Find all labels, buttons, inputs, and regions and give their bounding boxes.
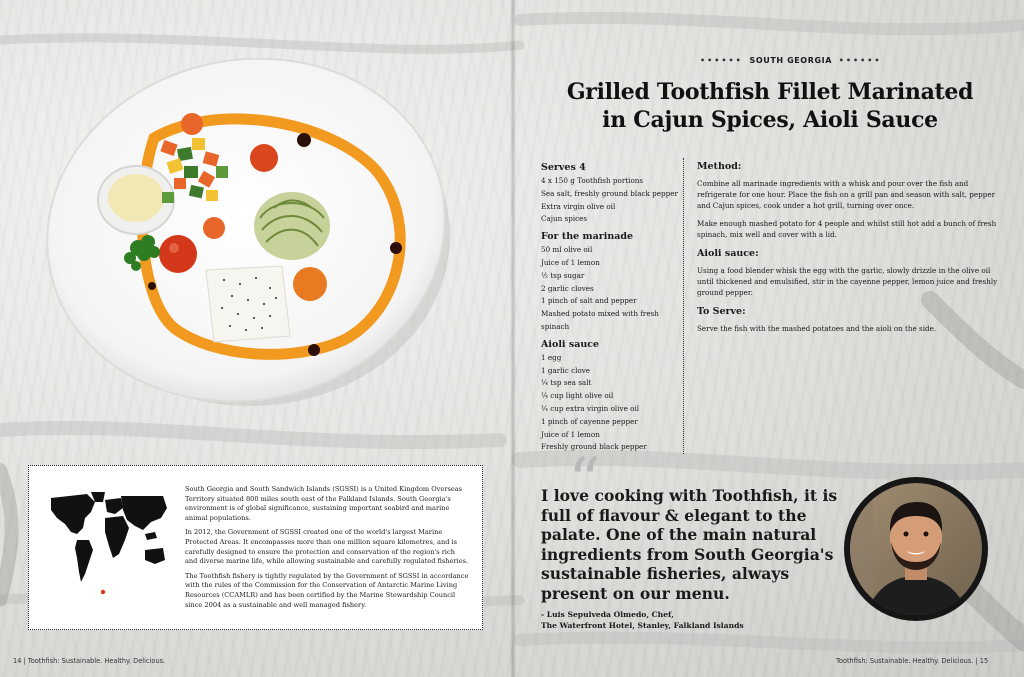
region-dots-right: ••••••: [838, 56, 882, 65]
info-paragraph: South Georgia and South Sandwich Islands (SGSSI) is a United Kingdom Overseas Territory situated 800 miles south east of the Falkland Islands. South Georgia's environment is of global significance, sustaining important seabird and marine animal populations.: [185, 485, 463, 522]
ingredient-item: Juice of 1 lemon: [541, 429, 600, 439]
ingredient-item: 1 egg: [541, 352, 562, 362]
dish-plate-image: [44, 58, 452, 410]
ingredient-item: 1 pinch of salt and pepper: [541, 296, 637, 306]
info-paragraph: In 2012, the Government of SGSSI created one of the world's largest Marine Protected Areas. It encompasses more than one million square kilometres, and is carefully designed to ensure the protection and conservation of the region's rich and diverse marine life, while allowing sustainable and carefully regulated fisheries.: [185, 528, 469, 566]
region-label: [700, 56, 881, 65]
ingredient-item: spinach: [541, 321, 570, 331]
serve-text: Serve the fish with the mashed potatoes and the aioli on the side.: [697, 324, 937, 333]
marinade-heading: For the marinade: [541, 231, 634, 243]
ingredient-item: 1 garlic clove: [541, 365, 591, 375]
region-dots-left: ••••••: [700, 56, 743, 65]
serve-heading: To Serve:: [697, 306, 746, 317]
ingredient-item: ½ tsp sugar: [541, 270, 585, 280]
sgssi-info-box: [28, 465, 483, 630]
chef-portrait: [843, 476, 989, 622]
method-paragraph: Make enough mashed potato for 4 people and whilst still hot add a bunch of fresh spinach, mix well and cover with a lid.: [697, 219, 997, 239]
ingredient-item: Freshly ground black pepper: [541, 442, 647, 452]
info-paragraph: The Toothfish fishery is tightly regulated by the Government of SGSSI in accordance with the rules of the Commission for the Conservation of Antarctic Marine Living Resources (CCAMLR) and has been certified by the Marine Stewardship Council since 2004 as a sustainable and well managed fishery.: [185, 571, 469, 609]
ingredient-item: ¼ cup extra virgin olive oil: [541, 403, 640, 413]
footer-right: Toothfish: Sustainable. Healthy. Delicious. | 15: [836, 657, 989, 665]
ingredient-item: ¼ tsp sea salt: [541, 378, 592, 388]
aioli-method-heading: Aioli sauce:: [697, 248, 759, 259]
ingredient-item: 2 garlic cloves: [541, 283, 594, 293]
ingredient-item: 50 ml olive oil: [541, 245, 593, 255]
ingredient-item: Juice of 1 lemon: [541, 257, 600, 267]
method-column: [697, 160, 1002, 341]
chef-quote: I love cooking with Toothfish, it is full of flavour & elegant to the palate. One of the main natural ingredients from South Georgia's sustainable fisheries, always present on our menu.: [541, 486, 838, 603]
method-paragraph: Combine all marinade ingredients with a whisk and pour over the fish and refrigerate for one hour. Place the fish on a grill pan and season with salt, pepper and Cajun spices, cook under a hot grill, turning over once.: [697, 179, 996, 210]
world-map-image: [47, 488, 171, 612]
ingredient-item: Mashed potato mixed with fresh: [541, 309, 659, 319]
ingredient-item: Extra virgin olive oil: [541, 201, 616, 211]
ingredient-item: 4 x 150 g Toothfish portions: [541, 176, 644, 185]
aioli-method-text: Using a food blender whisk the egg with the garlic, slowly drizzle in the olive oil until thickened and emulsified, stir in the cayenne pepper, lemon juice and freshly ground pepper.: [697, 266, 998, 297]
quote-mark: “: [568, 445, 601, 519]
aioli-ingredients-heading: Aioli sauce: [541, 338, 600, 350]
recipe-title: [560, 78, 980, 134]
ingredient-item: Sea salt, freshly ground black pepper: [541, 188, 678, 198]
recipe-title-line2: in Cajun Spices, Aioli Sauce: [602, 107, 938, 133]
page-gutter: [510, 0, 516, 677]
footer-left: 14 | Toothfish: Sustainable. Healthy. Delicious.: [13, 657, 166, 665]
method-heading: Method:: [697, 161, 742, 172]
info-text: [185, 485, 469, 615]
map-location-marker: [101, 590, 105, 594]
serves-heading: Serves 4: [541, 162, 586, 173]
quote-attribution: [541, 609, 744, 631]
recipe-title-line1: Grilled Toothfish Fillet Marinated: [566, 79, 974, 105]
region-name: SOUTH GEORGIA: [749, 56, 832, 65]
attribution-line1: - Luis Sepulveda Olmedo, Chef,: [541, 610, 674, 619]
ingredient-item: ¼ cup light olive oil: [541, 391, 614, 401]
ingredients-column: [541, 160, 681, 454]
ingredient-item: 1 pinch of cayenne pepper: [541, 416, 638, 426]
attribution-line2: The Waterfront Hotel, Stanley, Falkland Islands: [541, 621, 744, 630]
ingredient-item: Cajun spices: [541, 214, 588, 224]
column-divider: [683, 158, 684, 454]
